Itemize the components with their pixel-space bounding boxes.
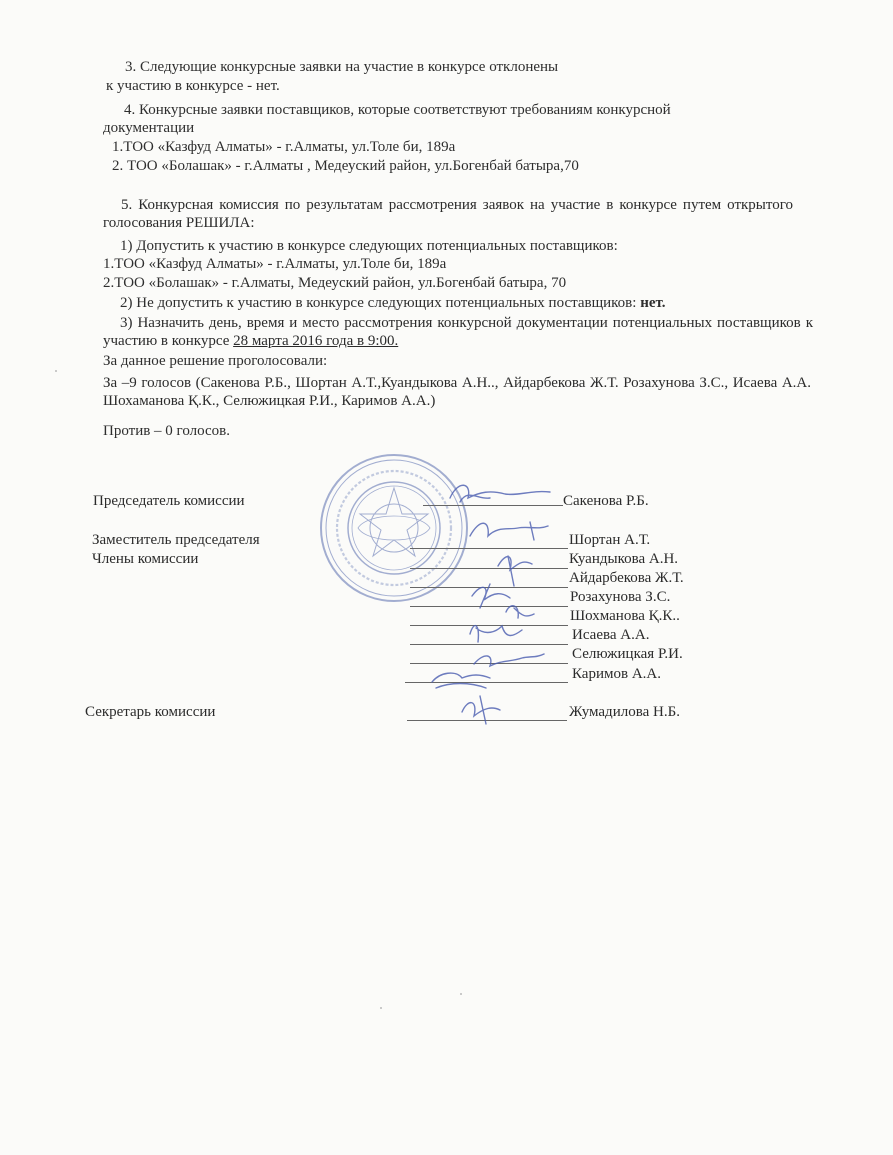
- member-name: Селюжицкая Р.И.: [572, 646, 683, 662]
- section-4-item-1-name: 1.ТОО «Казфуд Алматы»: [112, 139, 273, 155]
- section-5-point-3-text: 3) Назначить день, время и место рассмотрения конкурсной документации потенциальных поставщиков к участию в конкурсе: [103, 315, 813, 349]
- section-4-item-1: [112, 138, 455, 156]
- votes-against: Против – 0 голосов.: [103, 423, 230, 439]
- member-name: Каримов А.А.: [572, 666, 661, 682]
- chairman-role: Председатель комиссии: [93, 493, 245, 509]
- section-4-item-1-address: - г.Алматы, ул.Толе би, 189а: [272, 139, 456, 155]
- admitted-supplier-1: 1.ТОО «Казфуд Алматы» - г.Алматы, ул.Толе би, 189а: [103, 256, 447, 272]
- section-4-item-2: 2. ТОО «Болашак» - г.Алматы , Медеуский район, ул.Богенбай батыра,70: [112, 158, 579, 174]
- member-name: Розахунова З.С.: [570, 589, 671, 605]
- secretary-name: Жумадилова Н.Б.: [569, 704, 680, 720]
- deputy-role: Заместитель председателя: [92, 532, 260, 548]
- section-5-point-3-date: 28 марта 2016 года в 9:00.: [233, 333, 399, 349]
- section-5-point-2-value: нет.: [640, 295, 666, 311]
- admitted-supplier-2: 2.ТОО «Болашак» - г.Алматы, Медеуский район, ул.Богенбай батыра, 70: [103, 275, 567, 291]
- chairman-name: Сакенова Р.Б.: [563, 493, 649, 509]
- member-name: Шохманова Қ.К..: [570, 608, 680, 624]
- member-name: Исаева А.А.: [572, 627, 650, 643]
- section-3-heading: 3. Следующие конкурсные заявки на участие в конкурсе отклонены: [125, 59, 559, 75]
- member-name: Куандыкова А.Н.: [569, 551, 679, 567]
- section-5-point-1: 1) Допустить к участию в конкурсе следующих потенциальных поставщиков:: [120, 238, 618, 254]
- section-3-result: к участию в конкурсе - нет.: [106, 78, 280, 94]
- voted-header: За данное решение проголосовали:: [103, 353, 328, 369]
- section-4-heading: 4. Конкурсные заявки поставщиков, которые соответствуют требованиям конкурсной: [124, 102, 671, 118]
- members-role: Члены комиссии: [92, 551, 199, 567]
- section-4-heading-cont: документации: [103, 120, 195, 136]
- section-5-point-3: [103, 314, 813, 350]
- deputy-name: Шортан А.Т.: [569, 532, 651, 548]
- scan-speck: [380, 1007, 382, 1009]
- votes-for: За –9 голосов (Сакенова Р.Б., Шортан А.Т.,Куандыкова А.Н.., Айдарбекова Ж.Т. Розахунова З.С., Исаева А.А. Шохаманова Қ.К., Селюжицкая Р.И., Каримов А.А.): [103, 375, 811, 409]
- member-name: Айдарбекова Ж.Т.: [569, 570, 684, 586]
- secretary-role: Секретарь комиссии: [85, 704, 216, 720]
- scan-speck: [55, 370, 57, 372]
- scan-speck: [460, 993, 462, 995]
- section-5-point-2-text: 2) Не допустить к участию в конкурсе следующих потенциальных поставщиков:: [120, 295, 641, 311]
- section-5-point-2: [120, 294, 665, 312]
- section-5-decision: 5. Конкурсная комиссия по результатам рассмотрения заявок на участие в конкурсе путем открытого голосования РЕШИЛА:: [103, 197, 793, 231]
